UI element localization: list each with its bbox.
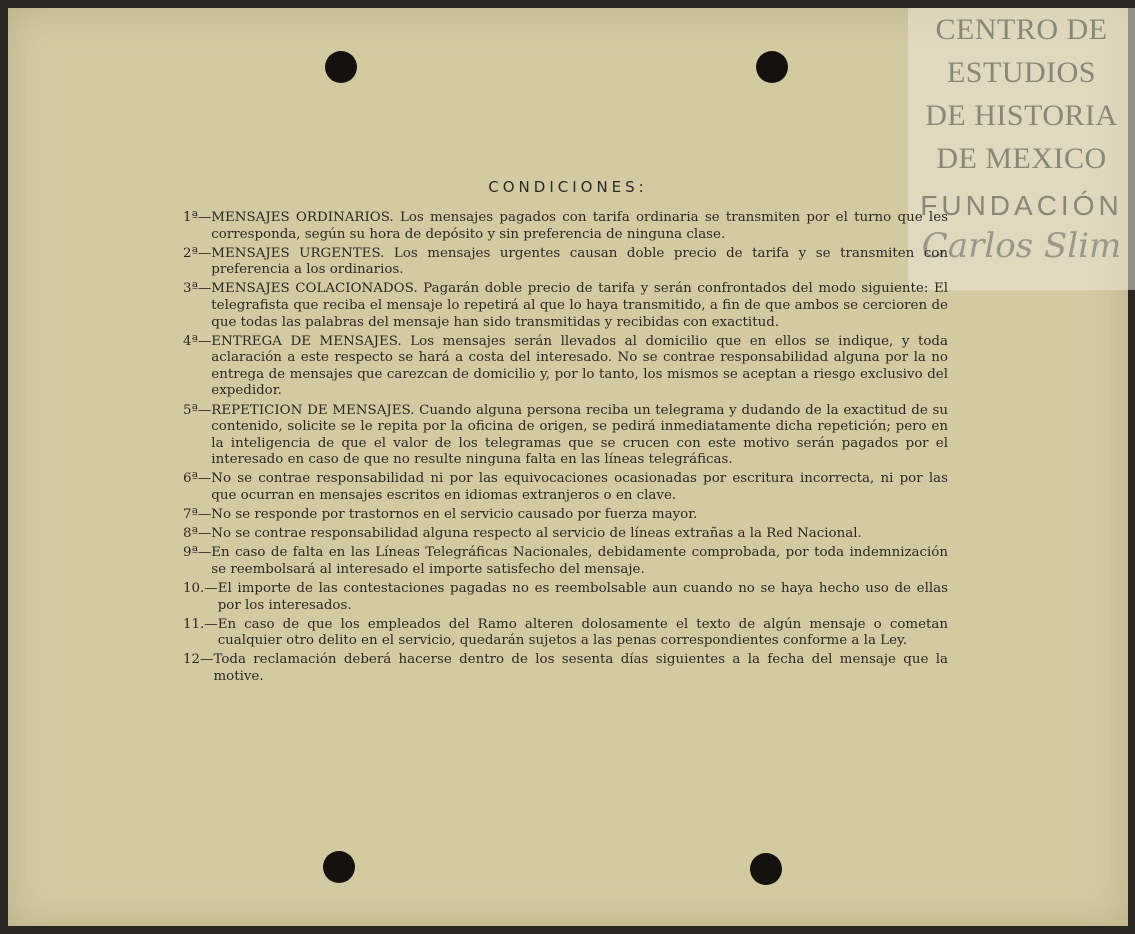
condition-number: 10.—: [183, 580, 218, 596]
condition-text: Toda reclamación deberá hacerse dentro de los sesenta días siguientes a la fecha del mensaje que la motive.: [213, 652, 948, 684]
watermark-foundation: FUNDACIÓN: [920, 190, 1123, 221]
condition-text: En caso de que los empleados del Ramo alteren dolosamente el texto de algún mensaje o cometan cualquier otro delito en el servicio, quedarán sujetos a las penas correspondientes conforme a la Ley.: [217, 616, 948, 649]
condition-number: 2ª—: [183, 245, 212, 261]
punch-hole-bottom-right: [750, 853, 782, 885]
document-sheet: [8, 8, 1128, 926]
condition-text: MENSAJES COLACIONADOS. Pagarán doble precio de tarifa y serán confrontados del modo siguiente: El telegrafista que reciba el mensaje lo repetirá al que lo haya transmitido, a fin de que ambos se cercioren de que todas las palabras del mensaje han sido transmitidas y recibidas con exactitud.: [211, 281, 948, 330]
condition-text: REPETICION DE MENSAJES. Cuando alguna persona reciba un telegrama y dudando de la exactitud de su contenido, solicite se le repita por la oficina de origen, se pedirá inmediatamente dicha repetición; pero en la inteligencia de que el valor de los telegramas que se crucen con este motivo serán pagados por el interesado en caso de que no resulte ninguna falta en las líneas telegráficas.: [211, 402, 948, 468]
condition-item: [183, 526, 948, 543]
punch-hole-top-right: [756, 51, 788, 83]
condition-text: El importe de las contestaciones pagadas no es reembolsable aun cuando no se haya hecho uso de ellas por los interesados.: [217, 580, 948, 613]
condition-item: [183, 652, 948, 685]
condition-text: MENSAJES URGENTES. Los mensajes urgentes causan doble precio de tarifa y se transmiten con preferencia a los ordinarios.: [211, 245, 948, 278]
conditions-list: [183, 210, 948, 688]
watermark-line: ESTUDIOS: [946, 56, 1096, 89]
condition-text: No se responde por trastornos en el servicio causado por fuerza mayor.: [211, 507, 698, 523]
condition-number: 12—: [183, 652, 214, 668]
condition-item: [183, 507, 948, 524]
condition-text: MENSAJES ORDINARIOS. Los mensajes pagados con tarifa ordinaria se transmiten por el turno que les corresponda, según su hora de depósito y sin preferencia de ninguna clase.: [211, 210, 948, 242]
condition-item: [183, 334, 948, 400]
condition-item: [183, 581, 948, 614]
condition-item: [183, 471, 948, 504]
condition-text: ENTREGA DE MENSAJES. Los mensajes serán llevados al domicilio que en ellos se indique, y toda aclaración a este respecto se hará a costa del interesado. No se contrae responsabilidad alguna por la no entrega de mensajes que carezcan de domicilio y, por lo tanto, los mismos se aceptan a riesgo exclusivo del expedidor.: [211, 333, 948, 399]
punch-hole-bottom-left: [323, 851, 355, 883]
condition-number: 7ª—: [183, 507, 212, 523]
condition-number: 3ª—: [183, 281, 212, 297]
condition-item: [183, 403, 948, 469]
watermark-line: CENTRO DE: [935, 13, 1108, 46]
condition-item: [183, 210, 948, 243]
condition-number: 8ª—: [183, 526, 212, 542]
condition-item: [183, 246, 948, 279]
watermark-line: DE HISTORIA: [925, 99, 1118, 132]
condition-item: [183, 281, 948, 331]
watermark-signature: Carlos Slim: [921, 226, 1122, 266]
condition-number: 6ª—: [183, 471, 212, 487]
condition-number: 11.—: [183, 616, 218, 632]
condition-text: No se contrae responsabilidad ni por las equivocaciones ocasionadas por escritura incorrecta, ni por las que ocurran en mensajes escritos en idiomas extranjeros o en clave.: [211, 471, 948, 503]
condition-item: [183, 545, 948, 578]
condition-number: 4ª—: [183, 333, 212, 349]
page-title: CONDICIONES:: [488, 178, 648, 196]
condition-text: En caso de falta en las Líneas Telegráficas Nacionales, debidamente comprobada, por toda indemnización se reembolsará al interesado el importe satisfecho del mensaje.: [211, 545, 948, 577]
punch-hole-top-left: [325, 51, 357, 83]
condition-number: 1ª—: [183, 210, 212, 225]
condition-text: No se contrae responsabilidad alguna respecto al servicio de líneas extrañas a la Red Nacional.: [211, 526, 862, 542]
condition-item: [183, 617, 948, 650]
condition-number: 9ª—: [183, 545, 212, 561]
watermark-line: DE MEXICO: [936, 142, 1107, 175]
condition-number: 5ª—: [183, 402, 212, 418]
